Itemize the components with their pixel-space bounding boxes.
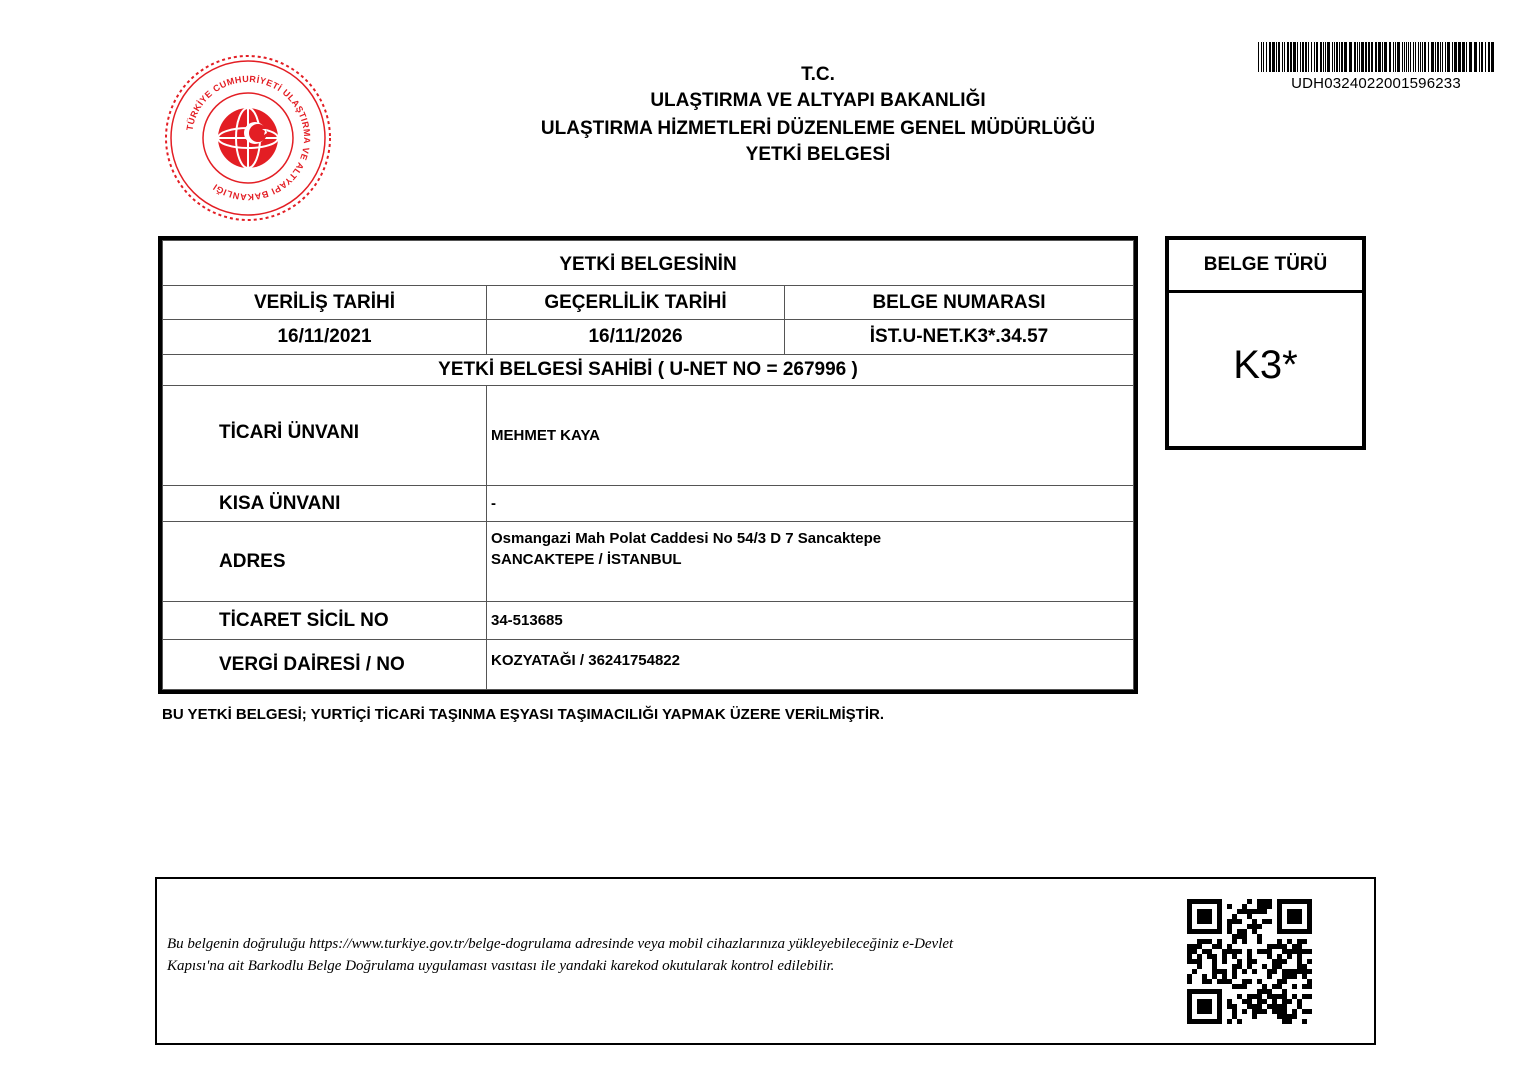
address-line-2: SANCAKTEPE / İSTANBUL [491, 551, 682, 568]
trade-registry-value: 34-513685 [487, 602, 1134, 640]
document-type-title: BELGE TÜRÜ [1169, 240, 1362, 293]
document-number-value: İST.U-NET.K3*.34.57 [785, 320, 1134, 355]
header-tc: T.C. [801, 64, 835, 85]
verification-text-line-2: Kapısı'na ait Barkodlu Belge Doğrulama uygulaması vasıtası ile yandaki karekod okutularak kontrol edilebilir. [167, 958, 835, 974]
owner-title: YETKİ BELGESİ SAHİBİ ( U-NET NO = 267996 ) [163, 355, 1134, 386]
document-type-box [1165, 236, 1366, 450]
header-document-title: YETKİ BELGESİ [745, 144, 891, 165]
issue-date-value: 16/11/2021 [163, 320, 487, 355]
tax-office-label: VERGİ DAİRESİ / NO [163, 640, 487, 690]
authorization-table [158, 236, 1138, 694]
authorization-statement: BU YETKİ BELGESİ; YURTİÇİ TİCARİ TAŞINMA EŞYASI TAŞIMACILIĞI YAPMAK ÜZERE VERİLMİŞTİR. [162, 706, 885, 723]
header-document-number: BELGE NUMARASI [785, 286, 1134, 320]
header-directorate: ULAŞTIRMA HİZMETLERİ DÜZENLEME GENEL MÜDÜRLÜĞÜ [540, 118, 1096, 139]
verification-text [167, 933, 1157, 977]
short-name-label: KISA ÜNVANI [163, 486, 487, 522]
ministry-seal-logo [163, 53, 333, 223]
header-ministry: ULAŞTIRMA VE ALTYAPI BAKANLIĞI [650, 90, 986, 111]
document-type-value: K3* [1233, 343, 1298, 387]
address-value [487, 522, 1134, 602]
trade-name-value: MEHMET KAYA [487, 386, 1134, 486]
trade-registry-label: TİCARET SİCİL NO [163, 602, 487, 640]
address-label: ADRES [163, 522, 487, 602]
tax-office-value: KOZYATAĞI / 36241754822 [487, 640, 1134, 690]
header-validity-date: GEÇERLİLİK TARİHİ [487, 286, 785, 320]
short-name-value: - [487, 486, 1134, 522]
trade-name-label: TİCARİ ÜNVANI [163, 386, 487, 486]
validity-date-value: 16/11/2026 [487, 320, 785, 355]
barcode-image [1258, 42, 1494, 72]
seal-text: TÜRKİYE CUMHURİYETİ ULAŞTIRMA VE ALTYAPI BAKANLIĞI [184, 73, 313, 203]
table-title: YETKİ BELGESİNİN [163, 241, 1134, 286]
qr-code-image[interactable] [1187, 899, 1312, 1024]
verification-footer [155, 877, 1376, 1045]
verification-text-line-1: Bu belgenin doğruluğu https://www.turkiye.gov.tr/belge-dogrulama adresinde veya mobil cihazlarınıza yükleyebileceğiniz e-Devlet [167, 936, 954, 952]
barcode-number: UDH0324022001596233 [1291, 75, 1461, 92]
address-line-1: Osmangazi Mah Polat Caddesi No 54/3 D 7 Sancaktepe [491, 530, 882, 547]
header-issue-date: VERİLİŞ TARİHİ [163, 286, 487, 320]
